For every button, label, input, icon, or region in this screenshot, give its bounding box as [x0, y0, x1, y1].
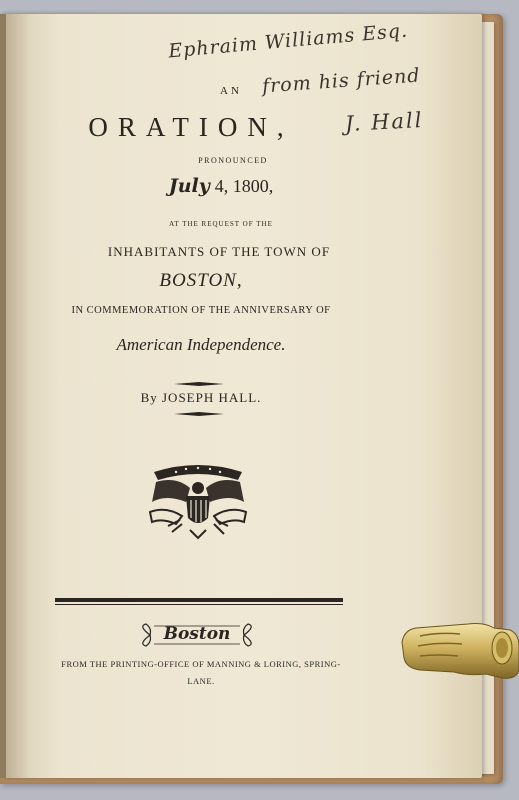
- title-boston: BOSTON,: [159, 270, 243, 291]
- eagle-shield-emblem-icon: [146, 458, 250, 542]
- thin-rule: [55, 604, 343, 605]
- author-by: By: [140, 390, 158, 405]
- title-date: [0, 175, 462, 198]
- title-author: [0, 390, 442, 406]
- title-an: AN: [220, 85, 242, 97]
- imprint-line-1: FROM THE PRINTING-OFFICE OF MANNING & LORING, SPRING-: [61, 659, 341, 669]
- inscription-signature: J. Hall: [344, 107, 424, 137]
- title-inhabitants: INHABITANTS OF THE TOWN OF: [107, 244, 331, 259]
- inscription-line-1: Ephraim Williams Esq.: [167, 19, 409, 63]
- inscription-line-2: from his friend: [261, 64, 422, 98]
- date-rest: 4, 1800,: [214, 176, 274, 196]
- title-oration: ORATION,: [88, 112, 294, 142]
- imprint-city: Boston: [163, 624, 231, 644]
- title-independence: American Independence.: [116, 335, 286, 354]
- imprint-line-2: LANE.: [187, 676, 215, 686]
- date-month: July: [168, 175, 210, 197]
- heavy-rule: [55, 598, 343, 602]
- title-commemoration: IN COMMEMORATION OF THE ANNIVERSARY OF: [71, 305, 331, 316]
- author-name: JOSEPH HALL.: [162, 390, 262, 405]
- imprint-cartouche: [136, 622, 258, 648]
- brass-hand-clip-icon: [398, 612, 519, 686]
- ornament-rule-bottom: [174, 412, 224, 416]
- title-request: AT THE REQUEST OF THE: [169, 220, 273, 228]
- title-pronounced: PRONOUNCED: [198, 156, 268, 165]
- ornament-rule-top: [174, 382, 224, 386]
